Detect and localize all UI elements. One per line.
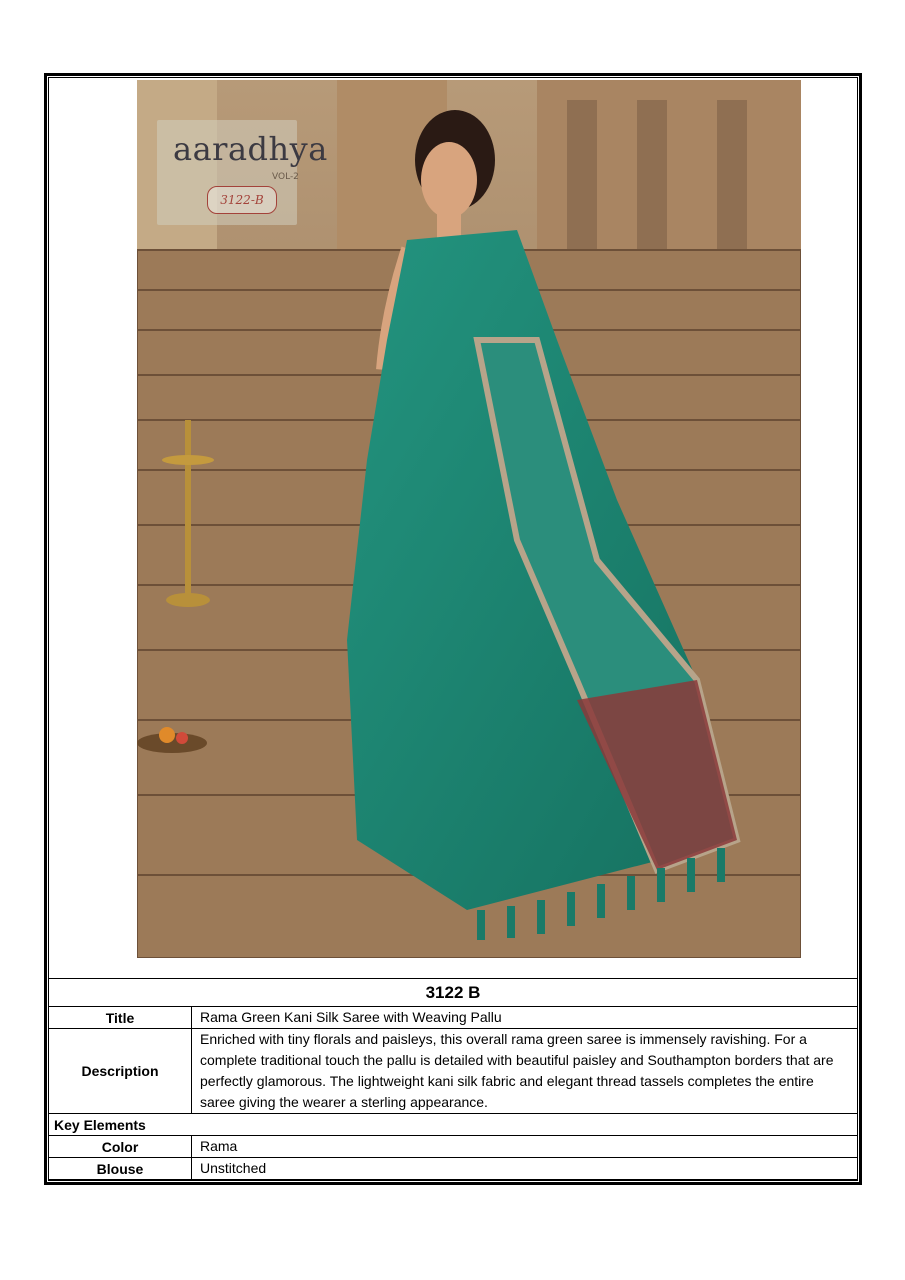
product-code: 3122 B <box>49 979 858 1007</box>
blouse-label: Blouse <box>49 1158 192 1180</box>
brand-code-badge: 3122-B <box>207 186 277 214</box>
brand-name: aaradhya <box>173 130 328 168</box>
color-label: Color <box>49 1136 192 1158</box>
title-label: Title <box>49 1007 192 1029</box>
color-value: Rama <box>192 1136 858 1158</box>
brand-volume: VOL-2 <box>272 172 299 182</box>
key-elements-label: Key Elements <box>49 1114 858 1136</box>
title-value: Rama Green Kani Silk Saree with Weaving Pallu <box>192 1007 858 1029</box>
description-label: Description <box>49 1029 192 1114</box>
product-photo <box>137 80 801 958</box>
description-value: Enriched with tiny florals and paisleys, this overall rama green saree is immensely ravishing. For a complete traditional touch the pallu is detailed with beautiful paisley and Southampton borders that are perfectly glamorous. The lightweight kani silk fabric and elegant thread tassels completes the entire saree giving the wearer a sterling appearance. <box>192 1029 858 1114</box>
spec-table <box>48 978 858 1180</box>
blouse-value: Unstitched <box>192 1158 858 1180</box>
